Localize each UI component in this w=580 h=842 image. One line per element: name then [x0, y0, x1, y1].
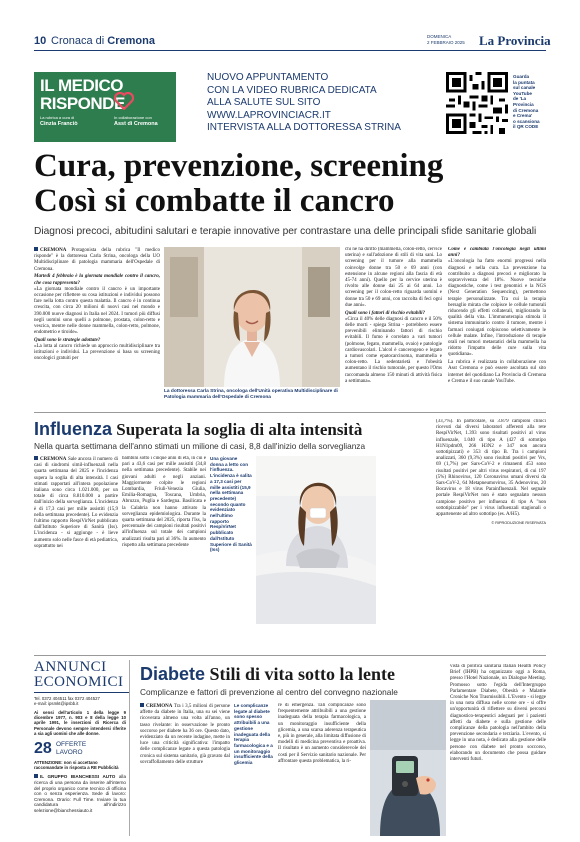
flu-col-1 — [34, 456, 118, 626]
promo-text — [207, 72, 437, 135]
flu-subtitle: Nella quarta settimana dell'anno stimati un milione di casi, 8,8 dall'inizio della sorveglianza — [34, 441, 366, 451]
diabetes-col-1 — [140, 703, 230, 836]
flu-col-3 — [436, 419, 546, 651]
qr-caption — [513, 74, 551, 130]
classifieds-box — [34, 660, 130, 836]
ad-title: IL GRUPPO BIANCHESSI AUTO — [40, 774, 116, 780]
qr-caption-line: sul canale — [513, 85, 536, 91]
classified-ad — [34, 774, 126, 813]
classifieds-contacts: Tel. 0372 404511 fax 0372 404527 — [34, 696, 100, 701]
dateline: CREMONA — [40, 248, 67, 253]
bullet-square — [140, 703, 144, 707]
masthead-logo: La Provincia — [479, 33, 551, 48]
date: 2 FEBBRAIO 2025 — [427, 40, 465, 45]
promo-logo-partner: Asst di Cremona — [114, 121, 158, 127]
paragraph: Tra i 3,5 milioni di persone affette da diabete in Italia, una su sei viene ricoverata almeno una volta all'anno, un tasso rivelante: in osservazione le pronto soccorso per diabete ha 36 ore. Questo dato, evidenziato da un recente indagine, mette in luce una criticità significativa: l'impatto delle complicanze legate a questa patologia cronica sul sistema sanitario, già gravato dal sovraffollamento delle strutture — [140, 704, 230, 765]
promo-line-4: WWW.LAPROVINCIACR.IT — [207, 109, 331, 121]
flu-kicker: Influenza — [34, 419, 113, 439]
promo-line-2: CON LA VIDEO RUBRICA DEDICATA — [207, 84, 377, 96]
diabetes-subtitle: Complicanze e fattori di prevenzione al centro del convegno nazionale — [140, 687, 398, 697]
paragraph: «La giornata mondiale contro il cancro è un importante occasione per riflettere su cosa istituzioni e individui possono fare nella lotta contro questa malattia. Il cancro è in continua crescita, con circa 20 milioni di nuovi casi nel mondo e 390.000 nuove diagnosi in Italia nel 2024. I tumori più diffusi negli uomini sono quelli a polmone, prostata, colon-retto e vescica, mentre nelle donne mammella, colon-retto, polmone, endometrio e tiroide». — [34, 286, 160, 336]
heart-icon — [114, 92, 134, 110]
page-header — [34, 33, 551, 51]
qr-caption-line: Provincia — [513, 101, 534, 107]
main-headline — [34, 149, 554, 219]
paragraph: «L'oncologia ha fatto enormi progressi nella diagnosi e nella cura. La prevenzione ha contribuito a diagnosi precoci e migliorato la sopravvivenza del 18%. Nuove tecniche diagnostiche, come i test genomici e la NGS (Next Generation Sequencing), permettono terapie personalizzate. Tra cui la terapia bersaglio mirata che colpisce le cellule tumorali riducendo gli effetti collaterali, migliorando la qualità della vita. L'immunoterapia stimola il sistema immunitario contro il tumore, mentre i farmaci coniugati colpiscono selettivamente le cellule malate. Infine, l'introduzione di terapie orali nei tumori metastatici della mammella ha ridotto l'impatto delle cure sulla vita quotidiana». — [448, 259, 546, 358]
qr-caption-line: Guarda — [513, 74, 530, 79]
flu-photo-caption: Una giovane donna a letto con l'influenza. L'incidenza è salita a 17,3 casi per mille assistiti (15,9 nella settimana precedente) secondo quanto evidenziato nell'ultimo rapporto RespiVirNet pubblicato dall'Istituto Superiore di Sanità (Iss) — [210, 456, 252, 553]
question: Quali sono i fattori di rischio evitabili? — [345, 310, 426, 316]
paragraph: chi ne ha diritto (mammella, colon-retto, cervice uterina) e sull'adozione di stili di vita sani. Lo screening per il tumore alla mammella coinvolge donne tra 50 e 69 anni (con estensione in alcune regioni alla fascia di età 45-74 anni). Quello per la cervice uterina è rivolto alle donne dai 25 ai 64 anni. Lo screening per il colon-retto riguarda uomini e donne tra 50 e 69 anni, con raccolta di feci ogni due anni». — [345, 247, 442, 308]
category-line-1: OFFERTE — [56, 741, 87, 749]
promo-logo-line2: RISPONDE — [40, 94, 125, 113]
paragraph: bambini sotto i cinque anni di età, in cui è pari a 43,6 casi per mille assistiti (34,8 nella settimana precedente). Stabile nei giovani adulti e negli anziani. Maggiormente colpite le regioni Lombardia, Friuli-Venezia Giulia, Emilia-Romagna, Toscana, Umbria, Abruzzo, Puglia e Sardegna. Basilicata e la Calabria non hanno attivato la sorveglianza epidemiologica. Durante la quarta settimana del 2025, riporta l'Iss, la percentuale dei campioni risultati positivi all'influenza sul totale dei campioni analizzati risulta pari al 36%. In aumento rispetto alla settimana precedente — [122, 456, 206, 548]
promo-line-1: NUOVO APPUNTAMENTO — [207, 72, 329, 83]
paragraph: Sale ancora il numero di casi di sindromi simil-influenzali nella quarta settimana del 2025 e l'incidenza supera la soglia di alta intensità. I casi stimati rapportati all'intera popolazione italiana sono circa 1.021.000, per un totale di circa 8.810.000 a partire dall'inizio della sorveglianza. L'incidenza è di 17,3 casi per mille assistiti (15,9 nella settimana precedente). Lo evidenzia l'ultimo rapporto RespiVirNet pubblicato dall'Istituto Superiore di Sanità (Iss). L'incidenza - si aggiunge - è lieve aumento solo nelle fasce di età pediatrica, soprattutto nei — [34, 457, 118, 549]
glucose-test-illustration — [370, 700, 446, 836]
date-day: DOMENICA — [427, 34, 452, 39]
bullet-square — [34, 456, 38, 460]
promo-logo — [34, 72, 176, 142]
main-col-2 — [345, 247, 442, 407]
diabetes-col-3 — [450, 664, 546, 836]
doctor-illustration — [164, 247, 340, 387]
flu-headline — [34, 419, 434, 440]
paragraph: Protagonista della rubrica "Il medico risponde" è la dottoressa Carla Strina, oncologa della UO Multidisciplinare di patologia mammaria dell'Ospedale di Cremona. — [34, 248, 160, 272]
doctor-photo — [164, 247, 340, 387]
diabetes-kicker: Diabete — [140, 664, 206, 684]
question: Come è cambiata l'oncologia negli ultimi anni? — [448, 247, 546, 259]
promo-logo-author: Cinzia Franciò — [40, 121, 78, 127]
section-prefix: Cronaca di — [51, 35, 108, 47]
classifieds-notice: Ai sensi dell'articolo 1 della legge 9 dicembre 1977, n. 903 e 8 della legge 10 aprile 1991, le inserzioni di Ricerca di Personale devono sempre intendersi riferite a sia agli uomini che alle donne. — [34, 710, 126, 736]
section-title — [51, 35, 155, 47]
question: Martedì 4 febbraio è la giornata mondiale contro il cancro, che cosa rappresenta? — [34, 274, 160, 286]
section-city: Cremona — [107, 35, 155, 47]
paragraph: «Circa il 40% delle diagnosi di cancro e il 50% delle morti - spiega Strina - potrebbero essere prevenibili eliminando fattori di rischio evitabili. Il fumo è correlato a vari tumori (polmone, fegato, mammella, ovaio) e patologie cardiovascolari. L'alcol è cancerogeno e legato a tumori come epatocarcinoma, mammella e colon-retto. La sedentarietà e l'obesità aumentano il rischio tumorale, per questo l'Oms raccomanda almeno 150 minuti di attività fisica a settimana». — [345, 316, 442, 384]
qr-caption-line: de 'La — [513, 96, 527, 102]
promo-line-5: INTERVISTA ALLA DOTTORESSA STRINA — [207, 122, 401, 133]
diabetes-col-2 — [278, 703, 366, 836]
question: Quali sono le strategie adottate? — [34, 337, 101, 343]
classifieds-warning: ATTENZIONE: non si accettano raccomandate in risposta a RE Pubblicità — [34, 760, 119, 771]
classifieds-title-1: ANNUNCI — [34, 659, 107, 675]
qr-caption-line: la puntata — [513, 79, 535, 85]
category-header — [34, 740, 129, 758]
paragraph: (33,7%). In particolare, su 3.879 campioni clinici ricevuti dai diversi laboratori afferenti alla rete RespiVirNet, 1.393 sono risultati positivi al virus influenzale, 1.040 di tipo A (427 di sottotipo H1N1pdm09, 266 H3N2 e 347 non ancora sottotipizzati) e 353 di tipo B. Tra i campioni analizzati, 360 (9,3%) sono risultati positivi per Vrs, 69 (1,7%) per Sars-CoV-2 e rimanenti 453 sono risultati positivi per altri virus respiratori, di cui 197 (5%) Rhinovirus, 120 Coronavirus umani diversi da Sars-CoV-2, 64 Metapneumovirus, 35 Adenovirus, 20 Bocavirus e 18 virus Parainfluenzali. Nel segnale portale RespiVirNet non è stato segnalato nessun campione positivo per influenza di tipo A "non sottotipizzabile" per i virus influenzali stagionali o appartenente ad altro sottotipo (es. A/H5). — [436, 419, 546, 518]
qr-caption-line: il QR CODE — [513, 124, 539, 130]
classifieds-title-2: ECONOMICI — [34, 675, 129, 693]
sick-woman-illustration — [256, 456, 376, 624]
doctor-photo-caption: La dottoressa Carla Strina, oncologa dell'Unità operativa Multidisciplinare di Patologia mammaria dell'Ospedale di Cremona — [164, 389, 338, 400]
diabetes-side-caption: Le complicanze legate al diabete sono spesso attribuibili a una gestione inadeguata della terapia farmacologica e a un monitoraggio insufficiente della glicemia — [234, 703, 273, 766]
dateline: CREMONA — [40, 457, 67, 462]
promo-line-3: ALLA SALUTE SUL SITO — [207, 97, 321, 108]
diabetes-photo — [370, 700, 446, 836]
page-number: 10 — [34, 35, 47, 47]
promo-logo-partner-prefix: In collaborazione con — [114, 115, 152, 120]
divider — [34, 655, 546, 656]
main-col-3 — [448, 247, 546, 407]
flu-photo — [256, 456, 376, 624]
paragraph: «La lotta al cancro richiede un approccio multidisciplinare tra istituzioni e individui. La prevenzione si basa su screening oncologici gratuiti per — [34, 344, 160, 362]
flu-title: Superata la soglia di alta intensità — [116, 420, 363, 439]
divider — [34, 412, 546, 413]
headline-line-1: Cura, prevenzione, screening — [34, 148, 444, 184]
main-subtitle: Diagnosi precoci, abitudini salutari e terapie innovative per contrastare una delle principali sfide sanitarie globali — [34, 226, 537, 237]
bullet-square — [34, 774, 38, 778]
main-col-1 — [34, 247, 160, 407]
qr-caption-line: o scansiona — [513, 118, 540, 124]
promo-logo-line1: IL MEDICO — [40, 76, 124, 95]
qr-caption-line: e Crema' — [513, 113, 533, 119]
paragraph: vista di politica sanitaria Italian Health Policy Brief (IHPB) ha organizzato oggi a Roma, presso l'Hotel Nazionale, un Dialogue Meeting. Promosso sotto l'egida dell'Intergruppo Parlamentare Diabete, Obesità e Malattie Croniche Non Trasmissibili. L'Evento - si legge in una nota diffusa nelle scorse ore - si offre un'opportunità di riflettere su diversi percorsi diagnostico-terapeutici adeguati per i pazienti affetti da diabete e sulla gestione delle complicanze della patologia nell'ambito della prevenzione secondaria e terziaria. L'evento, si legge in una nota, è dedicato alla gestione delle persone con diabete nel pronto soccorso, elaborando un documento che possa guidare interventi futuri. — [450, 664, 546, 763]
category-line-2: LAVORO — [56, 749, 83, 757]
headline-line-2: Così si combatte il cancro — [34, 183, 395, 219]
promo-logo-by: La rubrica a cura di — [40, 115, 75, 120]
qr-code[interactable] — [446, 72, 508, 134]
copyright-note: © RIPRODUZIONE RISERVATA — [491, 520, 546, 525]
paragraph: La rubrica è realizzata in collaborazione con Asst Cremona e può essere ascoltata sul sito internet del quotidiano La Provincia di Cremona e Crema e il suo canale YouTube. — [448, 360, 546, 384]
paragraph: re di emergenza. Tali complicanze sono frequentemente attribuibili a una gestione inadeguata della terapia farmacologica, a un monitoraggio insufficiente della glicemia, a una scarsa aderenza terapeutica e, più in generale, alla limitata diffusione di modelli di medicina preventiva e proattiva. Il risultato è un aumento considerevole dei costi per il Servizio sanitario nazionale. Per affrontare questa problematica, la ri- — [278, 703, 366, 764]
qr-caption-line: di Cremona — [513, 107, 539, 113]
diabetes-title: Stili di vita sotto la lente — [209, 664, 396, 684]
bullet-square — [34, 247, 38, 251]
classifieds-email[interactable]: e-mail: ipsmkt@ipsbb.it — [34, 701, 79, 706]
flu-col-2 — [122, 456, 206, 626]
category-number: 28 — [34, 740, 52, 758]
qr-caption-line: YouTube — [513, 90, 532, 96]
dateline: CREMONA — [146, 704, 173, 709]
ad-text: alla ricerca di una persona da inserire all'interno del proprio organico come tecnico di officina con o senza esperienza. Sede di lavoro: Cremona. Orario: Full Time. Inviare la tua candidatura all'indirizzo selezione@bianchessiauto.it — [34, 774, 126, 813]
